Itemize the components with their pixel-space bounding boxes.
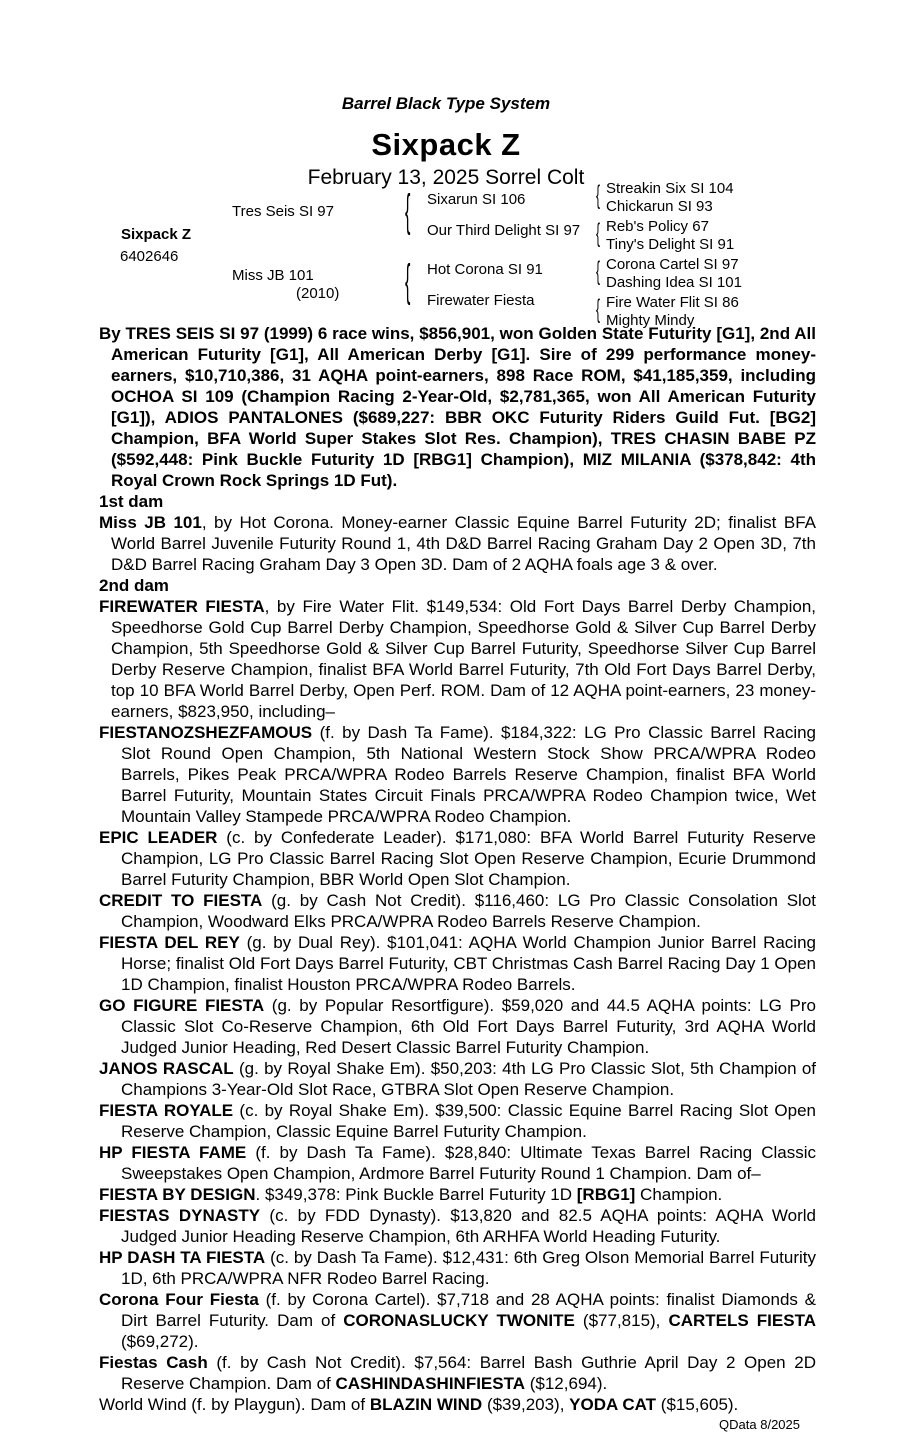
pedigree-gen3-name: Reb's Policy 67 [606, 218, 709, 235]
foal-date-color-sex: February 13, 2025 Sorrel Colt [307, 166, 585, 189]
first-dam-heading: 1st dam [99, 492, 164, 511]
pedigree-brace: { [596, 218, 601, 249]
system-title: Barrel Black Type System [341, 94, 551, 113]
pedigree-gen3-name: Tiny's Delight SI 91 [606, 236, 735, 253]
pedigree-gen3-name: Corona Cartel SI 97 [606, 256, 739, 273]
black-type-text [99, 323, 816, 1433]
offspring-entry: FIESTANOZSHEZFAMOUS (f. by Dash Ta Fame). $184,322: LG Pro Classic Barrel Racing Slot Round Open Champion, 5th National Western Stock Show PRCA/WPRA Rodeo Barrels, Pikes Peak PRCA/WPRA Rodeo Barrels Reserve Champion, finalist BFA World Barrel Futurity, Mountain States Circuit Finals PRCA/WPRA Rodeo Champion twice, Wet Mountain Valley Stampede PRCA/WPRA Rodeo Champion. [99, 723, 816, 826]
pedigree-subject-name: Sixpack Z [121, 226, 192, 243]
pedigree-gen3-name: Mighty Mindy [606, 312, 695, 329]
pedigree-gen3-name: Streakin Six SI 104 [606, 180, 734, 197]
offspring-entry: EPIC LEADER (c. by Confederate Leader). $171,080: BFA World Barrel Futurity Reserve Champion, LG Pro Classic Barrel Racing Slot Open Reserve Champion, Ecurie Drummond Barrel Futurity Champion, BBR World Open Slot Champion. [99, 828, 816, 889]
pedigree-dam-sire: Hot Corona SI 91 [427, 261, 543, 278]
page-title: Sixpack Z [371, 127, 521, 162]
pedigree-sire-sire: Sixarun SI 106 [427, 191, 526, 208]
pedigree-dam: Miss JB 101 [232, 267, 314, 284]
pedigree-brace: { [596, 256, 601, 287]
pedigree-gen3-name: Dashing Idea SI 101 [606, 274, 742, 291]
offspring-entry: Fiestas Cash (f. by Cash Not Credit). $7,564: Barrel Bash Guthrie April Day 2 Open 2D Reserve Champion. Dam of CASHINDASHINFIESTA ($12,694). [99, 1353, 816, 1393]
pedigree-gen3-name: Fire Water Flit SI 86 [606, 294, 739, 311]
offspring-entry: FIESTA DEL REY (g. by Dual Rey). $101,041: AQHA World Champion Junior Barrel Racing Horse; finalist Old Fort Days Barrel Futurity, CBT Christmas Cash Barrel Racing Day 1 Open 1D Champion, finalist Houston PRCA/WPRA Rodeo Barrels. [99, 933, 816, 994]
offspring-entry: HP DASH TA FIESTA (c. by Dash Ta Fame). $12,431: 6th Greg Olson Memorial Barrel Futurity 1D, 6th PRCA/WPRA NFR Rodeo Barrel Racing. [99, 1248, 816, 1288]
second-dam-entry: FIREWATER FIESTA, by Fire Water Flit. $149,534: Old Fort Days Barrel Derby Champion, Speedhorse Gold Cup Barrel Derby Champion, Speedhorse Gold & Silver Cup Barrel Derby Champion, 5th Speedhorse Gold & Silver Cup Barrel Futurity, Speedhorse Silver Cup Barrel Derby Reserve Champion, finalist BFA World Barrel Futurity, 7th Old Fort Days Barrel Derby, top 10 BFA World Barrel Derby, Open Perf. ROM. Dam of 12 AQHA point-earners, 23 money-earners, $823,950, including– [99, 597, 816, 721]
second-dam-heading: 2nd dam [99, 576, 169, 595]
first-dam-entry: Miss JB 101, by Hot Corona. Money-earner Classic Equine Barrel Futurity 2D; finalist BFA World Barrel Juvenile Futurity Round 1, 4th D&D Barrel Racing Graham Day 2 Open 3D, 7th D&D Barrel Racing Graham Day 3 Open 3D. Dam of 2 AQHA foals age 3 & over. [99, 513, 816, 574]
pedigree-sire-dam: Our Third Delight SI 97 [427, 222, 581, 239]
pedigree-dam-dam: Firewater Fiesta [427, 292, 535, 309]
pedigree-brace: { [596, 180, 601, 211]
pedigree-brace: { [405, 257, 411, 308]
pedigree-sire: Tres Seis SI 97 [232, 203, 334, 220]
pedigree-brace: { [405, 187, 411, 238]
offspring-entry: FIESTA ROYALE (c. by Royal Shake Em). $39,500: Classic Equine Barrel Racing Slot Open Reserve Champion, Classic Equine Barrel Futurity Champion. [99, 1101, 816, 1141]
pedigree-brace: { [596, 294, 601, 325]
pedigree-dam-year: (2010) [296, 285, 340, 302]
page-header [99, 94, 793, 190]
offspring-entry: GO FIGURE FIESTA (g. by Popular Resortfigure). $59,020 and 44.5 AQHA points: LG Pro Classic Slot Co-Reserve Champion, 6th Old Fort Days Barrel Futurity, 3rd AQHA World Judged Junior Heading, Red Desert Classic Barrel Futurity Champion. [99, 996, 816, 1057]
produce-entry: FIESTA BY DESIGN. $349,378: Pink Buckle Barrel Futurity 1D [RBG1] Champion. [99, 1185, 723, 1204]
offspring-entry: JANOS RASCAL (g. by Royal Shake Em). $50,203: 4th LG Pro Classic Slot, 5th Champion of Champions 3-Year-Old Slot Race, GTBRA Slot Open Reserve Champion. [99, 1059, 816, 1099]
offspring-entry: Corona Four Fiesta (f. by Corona Cartel). $7,718 and 28 AQHA points: finalist Diamonds & Dirt Barrel Futurity. Dam of CORONASLUCKY TWONITE ($77,815), CARTELS FIESTA ($69,272). [99, 1290, 816, 1351]
offspring-entry: World Wind (f. by Playgun). Dam of BLAZIN WIND ($39,203), YODA CAT ($15,605). [99, 1395, 739, 1414]
offspring-entry: HP FIESTA FAME (f. by Dash Ta Fame). $28,840: Ultimate Texas Barrel Racing Classic Sweepstakes Open Champion, Ardmore Barrel Futurity Round 1 Champion. Dam of– [99, 1143, 816, 1183]
pedigree-subject-registration: 6402646 [120, 248, 179, 265]
qdata-credit: QData 8/2025 [719, 1417, 800, 1432]
offspring-entry: CREDIT TO FIESTA (g. by Cash Not Credit). $116,460: LG Pro Classic Consolation Slot Champion, Woodward Elks PRCA/WPRA Rodeo Barrels Reserve Champion. [99, 891, 816, 931]
offspring-entry: FIESTAS DYNASTY (c. by FDD Dynasty). $13,820 and 82.5 AQHA points: AQHA World Judged Junior Heading Reserve Champion, 6th ARHFA World Heading Futurity. [99, 1206, 816, 1246]
sire-summary: By TRES SEIS SI 97 (1999) 6 race wins, $856,901, won Golden State Futurity [G1], 2nd All American Futurity [G1], All American Derby [G1]. Sire of 299 performance money-earners, $10,710,386, 31 AQHA point-earners, 898 Race ROM, $41,185,359, including OCHOA SI 109 (Champion Racing 2-Year-Old, $2,781,365, won All American Futurity [G1]), ADIOS PANTALONES ($689,227: BBR OKC Futurity Riders Guild Fut. [BG2] Champion, BFA World Super Stakes Slot Res. Champion), TRES CHASIN BABE PZ ($592,448: Pink Buckle Futurity 1D [RBG1] Champion), MIZ MILANIA ($378,842: 4th Royal Crown Rock Springs 1D Fut). [99, 324, 816, 490]
pedigree-gen3-name: Chickarun SI 93 [606, 198, 713, 215]
